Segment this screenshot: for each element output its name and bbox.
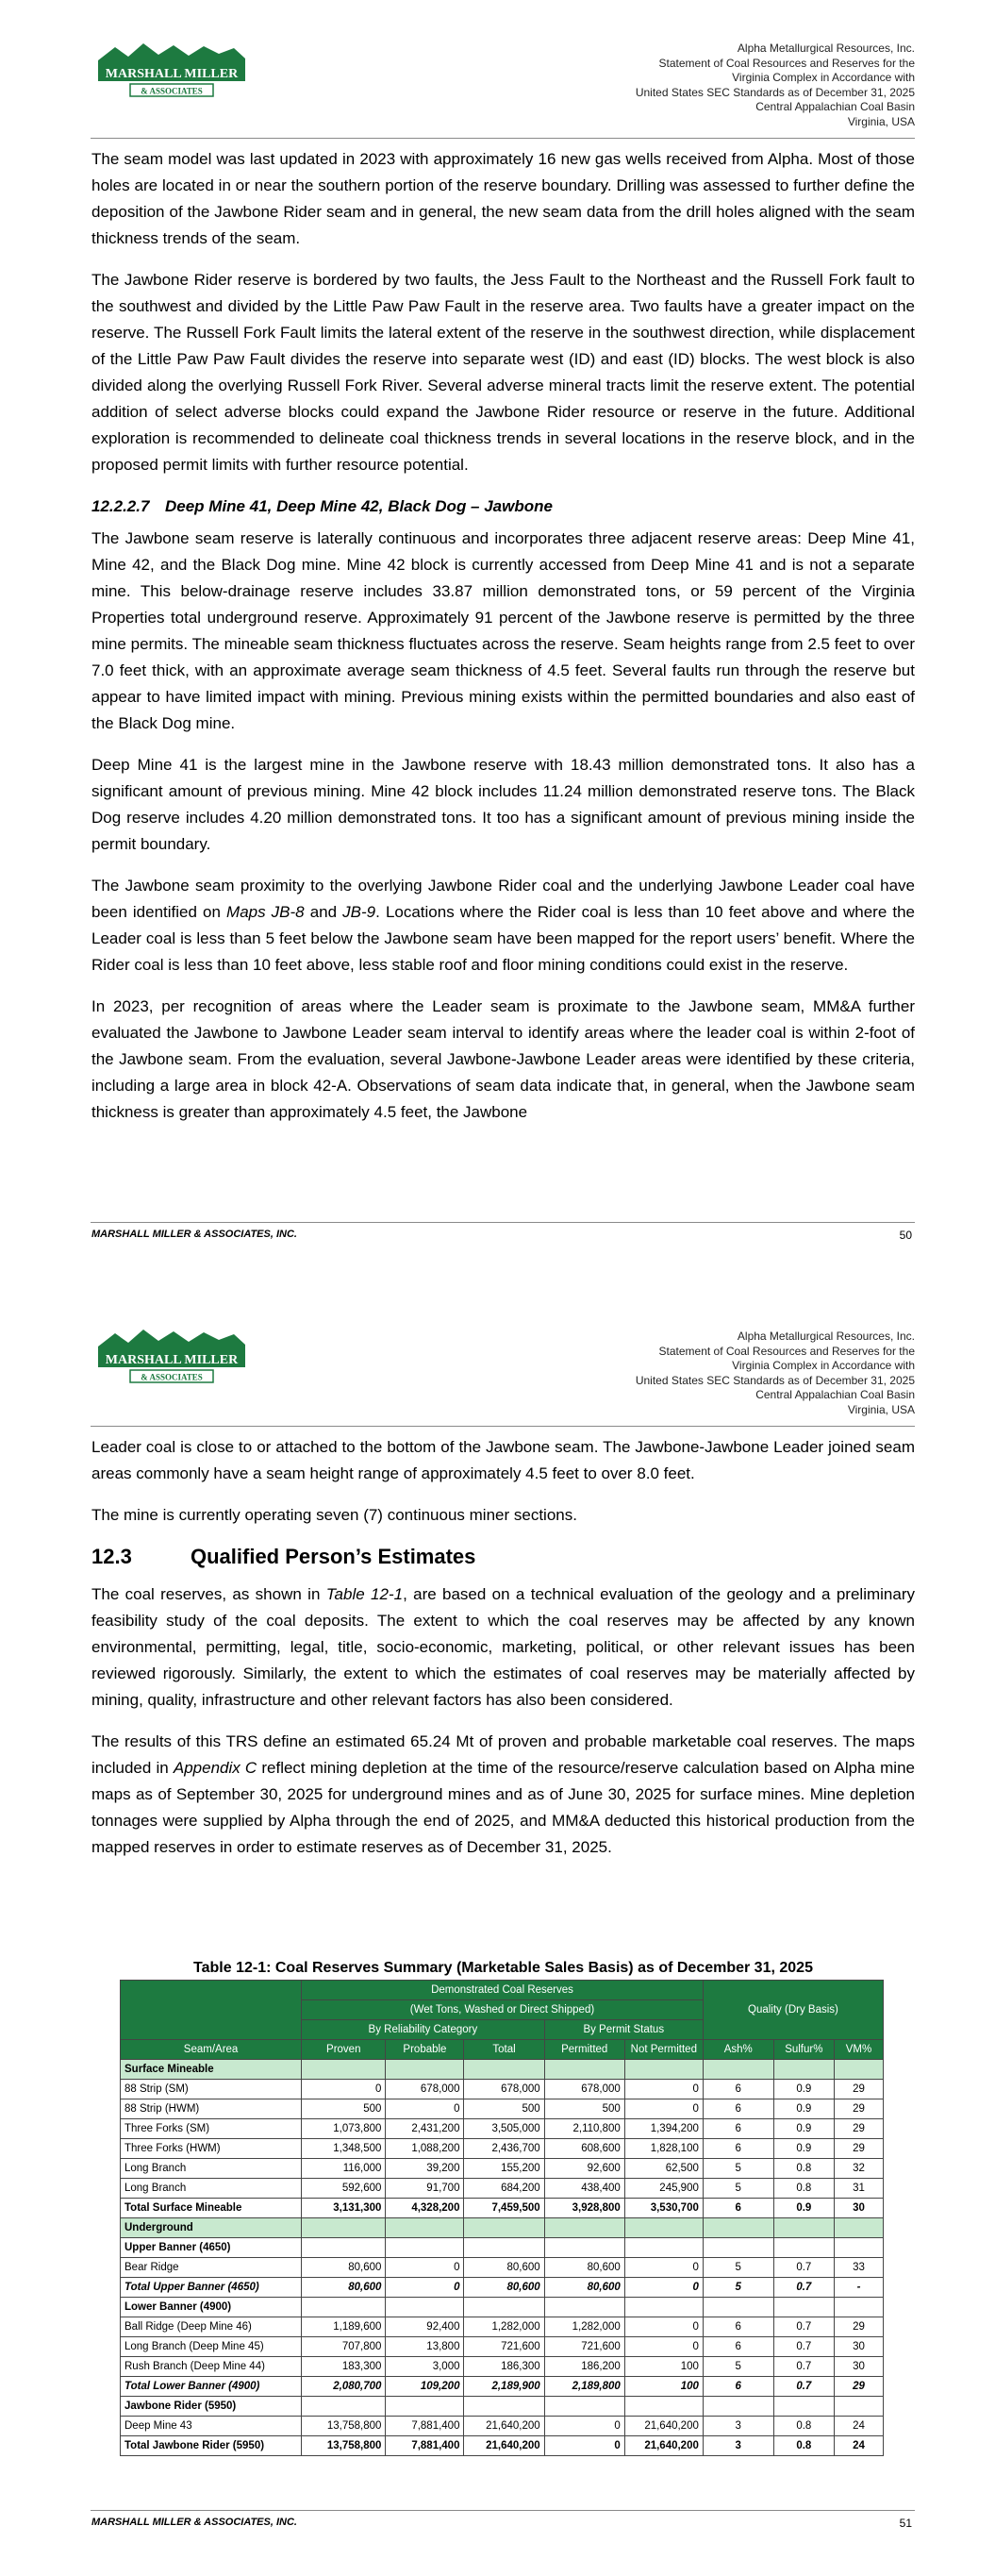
paragraph: [91, 1729, 915, 1861]
table-cell: Total Jawbone Rider (5950): [121, 2436, 302, 2456]
table-cell: [773, 2218, 834, 2238]
table-cell: 29: [835, 2377, 884, 2397]
header-line: Alpha Metallurgical Resources, Inc.: [737, 42, 915, 55]
header-divider: [91, 1426, 915, 1427]
table-header-cell: (Wet Tons, Washed or Direct Shipped): [302, 2000, 704, 2020]
table-cell: 30: [835, 2357, 884, 2377]
text-run: and: [304, 903, 343, 921]
table-cell: 1,189,600: [302, 2317, 386, 2337]
table-cell: Long Branch (Deep Mine 45): [121, 2337, 302, 2357]
table-cell: [773, 2060, 834, 2080]
table-cell: 2,189,900: [464, 2377, 544, 2397]
table-cell: 438,400: [544, 2179, 624, 2199]
table-cell: Ball Ridge (Deep Mine 46): [121, 2317, 302, 2337]
table-cell: 0: [624, 2337, 703, 2357]
table-cell: 6: [703, 2080, 773, 2099]
column-header: Sulfur%: [773, 2040, 834, 2060]
table-cell: 30: [835, 2337, 884, 2357]
table-cell: 7,459,500: [464, 2199, 544, 2218]
table-header-cell: Quality (Dry Basis): [703, 1981, 883, 2040]
table-cell: [302, 2298, 386, 2317]
map-reference: JB-9: [342, 903, 376, 921]
footer-firm: MARSHALL MILLER & ASSOCIATES, INC.: [91, 2517, 297, 2528]
table-row: [121, 2337, 884, 2357]
table-cell: [703, 2060, 773, 2080]
table-cell: 29: [835, 2099, 884, 2119]
subsection-heading: [91, 493, 915, 520]
table-cell: [386, 2218, 464, 2238]
company-logo: [96, 40, 247, 106]
paragraph: The seam model was last updated in 2023 with approximately 16 new gas wells received from Alpha. Most of those holes are located in or near the southern portion of the reserve boundary. Drilling was assessed to further define the deposition of the Jawbone Rider seam and in general, the new seam data from the drill holes aligned with the seam thickness trends of the seam.: [91, 150, 915, 247]
table-cell: [773, 2298, 834, 2317]
page-51: [0, 1288, 995, 2576]
table-cell: Upper Banner (4650): [121, 2238, 302, 2258]
table-cell: 245,900: [624, 2179, 703, 2199]
svg-text:MARSHALL MILLER: MARSHALL MILLER: [105, 67, 239, 81]
table-cell: Long Branch: [121, 2179, 302, 2199]
table-cell: [302, 2218, 386, 2238]
table-cell: 0: [386, 2258, 464, 2278]
table-cell: 0: [624, 2080, 703, 2099]
appendix-reference: Appendix C: [173, 1759, 257, 1777]
table-cell: 80,600: [544, 2278, 624, 2298]
table-cell: 0.7: [773, 2317, 834, 2337]
table-cell: 5: [703, 2357, 773, 2377]
table-cell: 0.8: [773, 2417, 834, 2436]
table-cell: 721,600: [464, 2337, 544, 2357]
table-cell: 6: [703, 2099, 773, 2119]
table-cell: 13,800: [386, 2337, 464, 2357]
table-cell: 0.7: [773, 2337, 834, 2357]
page-number: 51: [899, 2517, 912, 2530]
table-cell: 608,600: [544, 2139, 624, 2159]
table-cell: [302, 2060, 386, 2080]
table-cell: 92,600: [544, 2159, 624, 2179]
table-cell: 32: [835, 2159, 884, 2179]
table-cell: [464, 2298, 544, 2317]
table-cell: 0: [624, 2099, 703, 2119]
page-number: 50: [899, 1229, 912, 1242]
table-cell: Surface Mineable: [121, 2060, 302, 2080]
table-cell: 500: [302, 2099, 386, 2119]
table-row: [121, 2159, 884, 2179]
table-cell: 13,758,800: [302, 2417, 386, 2436]
table-cell: [464, 2218, 544, 2238]
column-header: Probable: [386, 2040, 464, 2060]
table-cell: 678,000: [386, 2080, 464, 2099]
table-cell: [773, 2238, 834, 2258]
table-cell: 100: [624, 2357, 703, 2377]
footer-divider: [91, 1222, 915, 1223]
table-cell: [544, 2238, 624, 2258]
text-run: . Locations where the Rider coal is less than 10 feet above and where the Leader coal is less than 5 feet below the Jawbone seam have been mapped for the report users’ benefit. Where the Rider coal is less than 10 feet above, less stable roof and floor mining conditions could exist in the reserve.: [91, 903, 916, 974]
table-cell: [835, 2060, 884, 2080]
table-cell: 707,800: [302, 2337, 386, 2357]
table-cell: 29: [835, 2080, 884, 2099]
table-cell: 80,600: [302, 2258, 386, 2278]
table-cell: 3: [703, 2436, 773, 2456]
table-cell: [464, 2238, 544, 2258]
table-header-cell: By Reliability Category: [302, 2020, 545, 2040]
table-row: [121, 2238, 884, 2258]
table-cell: 0.8: [773, 2159, 834, 2179]
page-body: [91, 1434, 915, 1876]
table-cell: 3,000: [386, 2357, 464, 2377]
table-cell: [624, 2298, 703, 2317]
table-header-cell: By Permit Status: [544, 2020, 703, 2040]
table-cell: 31: [835, 2179, 884, 2199]
table-cell: 6: [703, 2377, 773, 2397]
table-cell: [386, 2298, 464, 2317]
paragraph: [91, 873, 915, 979]
table-cell: 1,073,800: [302, 2119, 386, 2139]
table-cell: [544, 2060, 624, 2080]
section-number: 12.3: [91, 1545, 132, 1568]
table-cell: 0: [624, 2317, 703, 2337]
table-cell: 592,600: [302, 2179, 386, 2199]
table-cell: Three Forks (HWM): [121, 2139, 302, 2159]
table-row: [121, 2060, 884, 2080]
table-cell: 684,200: [464, 2179, 544, 2199]
svg-text:& ASSOCIATES: & ASSOCIATES: [141, 86, 203, 96]
table-cell: [544, 2298, 624, 2317]
footer-firm: MARSHALL MILLER & ASSOCIATES, INC.: [91, 1229, 297, 1240]
table-cell: 0.9: [773, 2080, 834, 2099]
table-cell: [835, 2238, 884, 2258]
table-body: [121, 2060, 884, 2456]
table-cell: 1,282,000: [464, 2317, 544, 2337]
column-header: Seam/Area: [121, 2040, 302, 2060]
table-cell: Underground: [121, 2218, 302, 2238]
paragraph: The Jawbone Rider reserve is bordered by two faults, the Jess Fault to the Northeast and the Russell Fork fault to the southwest and divided by the Little Paw Paw Fault in the reserve area. Two faults have a greater impact on the reserve. The Russell Fork Fault limits the lateral extent of the reserve in the southwest direction, while displacement of the Little Paw Paw Fault divides the reserve into separate west (ID) and east (ID) blocks. The west block is also divided along the overlying Russell Fork River. Several adverse mineral tracts limit the reserve extent. The potential addition of select adverse blocks could expand the Jawbone Rider resource or reserve in the future. Additional exploration is recommended to delineate coal thickness trends in several locations in the reserve block, and in the proposed permit limits with further resource potential.: [91, 271, 915, 474]
table-cell: 80,600: [464, 2258, 544, 2278]
table-row: [121, 2298, 884, 2317]
table-cell: 80,600: [544, 2258, 624, 2278]
table-cell: 3,928,800: [544, 2199, 624, 2218]
table-cell: 0.7: [773, 2377, 834, 2397]
table-row: [121, 2139, 884, 2159]
header-line: United States SEC Standards as of December 31, 2025: [635, 85, 915, 99]
table-cell: 0.8: [773, 2436, 834, 2456]
table-cell: 0: [544, 2417, 624, 2436]
table-cell: 3,131,300: [302, 2199, 386, 2218]
text-run: The coal reserves, as shown in: [91, 1585, 326, 1603]
table-cell: [624, 2397, 703, 2417]
paragraph: The Jawbone seam reserve is laterally continuous and incorporates three adjacent reserve areas: Deep Mine 41, Mine 42, and the Black Dog mine. Mine 42 block is currently accessed from Deep Mine 41 and is not a separate mine. This below-drainage reserve includes 33.87 million demonstrated tons, or 59 percent of the Virginia Properties total underground reserve. Approximately 91 percent of the Jawbone reserve is permitted by the three mine permits. The mineable seam thickness fluctuates across the reserve. Seam heights range from 2.5 feet to over 7.0 feet thick, with an approximate average seam thickness of 4.5 feet. Several faults run through the reserve but appear to have limited impact with mining. Previous mining exists within the permitted boundaries and also east of the Black Dog mine.: [91, 529, 915, 732]
table-cell: [386, 2238, 464, 2258]
table-cell: Bear Ridge: [121, 2258, 302, 2278]
table-cell: 3,530,700: [624, 2199, 703, 2218]
table-cell: [624, 2060, 703, 2080]
table-cell: [544, 2397, 624, 2417]
paragraph: In 2023, per recognition of areas where the Leader seam is proximate to the Jawbone seam, MM&A further evaluated the Jawbone to Jawbone Leader seam interval to identify areas where the leader coal is within 2-foot of the Jawbone seam. From the evaluation, several Jawbone-Jawbone Leader areas were identified by these criteria, including a large area in block 42-A. Observations of seam data indicate that, in general, when the Jawbone seam thickness is greater than approximately 4.5 feet, the Jawbone: [91, 997, 915, 1121]
table-cell: Rush Branch (Deep Mine 44): [121, 2357, 302, 2377]
column-header: Permitted: [544, 2040, 624, 2060]
table-cell: 0.9: [773, 2119, 834, 2139]
table-row: [121, 2099, 884, 2119]
table-cell: [703, 2397, 773, 2417]
table-cell: 678,000: [464, 2080, 544, 2099]
header-line: Virginia, USA: [847, 114, 915, 128]
table-cell: 92,400: [386, 2317, 464, 2337]
text-run: The results of this TRS define an estimated 65.24 Mt of proven and probable marketable coal reserves. The maps included in: [91, 1732, 915, 1777]
subsection-number: 12.2.2.7: [91, 497, 150, 515]
company-logo: [96, 1326, 247, 1392]
table-row: [121, 2357, 884, 2377]
table-reference: Table 12-1: [325, 1585, 404, 1603]
table-cell: 21,640,200: [624, 2436, 703, 2456]
table-cell: 1,088,200: [386, 2139, 464, 2159]
paragraph: [91, 1581, 915, 1714]
table-header-cell: Demonstrated Coal Reserves: [302, 1981, 704, 2000]
table-row: [121, 2417, 884, 2436]
table-row: [121, 2179, 884, 2199]
table-cell: 0: [624, 2278, 703, 2298]
table-cell: 186,200: [544, 2357, 624, 2377]
table-cell: 1,348,500: [302, 2139, 386, 2159]
table-cell: 183,300: [302, 2357, 386, 2377]
table-cell: [544, 2218, 624, 2238]
map-reference: Maps JB-8: [226, 903, 305, 921]
table-cell: 5: [703, 2278, 773, 2298]
table-row: [121, 2317, 884, 2337]
table-cell: 24: [835, 2417, 884, 2436]
table-cell: 116,000: [302, 2159, 386, 2179]
table-cell: 21,640,200: [624, 2417, 703, 2436]
table-cell: Total Upper Banner (4650): [121, 2278, 302, 2298]
table-cell: 2,431,200: [386, 2119, 464, 2139]
table-header-cell: [121, 1981, 302, 2040]
page-body: [91, 146, 915, 1141]
table-cell: 5: [703, 2179, 773, 2199]
header-line: Central Appalachian Coal Basin: [755, 1388, 915, 1401]
svg-text:& ASSOCIATES: & ASSOCIATES: [141, 1372, 203, 1382]
paragraph: Deep Mine 41 is the largest mine in the Jawbone reserve with 18.43 million demonstrated tons. It also has a significant amount of previous mining. Mine 42 block includes 11.24 million demonstrated reserve tons. The Black Dog reserve includes 4.20 million demonstrated tons. It too has a significant amount of previous mining inside the permit boundary.: [91, 756, 915, 853]
header-line: United States SEC Standards as of December 31, 2025: [635, 1373, 915, 1387]
table-row: [121, 2436, 884, 2456]
table-cell: 0.7: [773, 2258, 834, 2278]
table-cell: 0.9: [773, 2099, 834, 2119]
table-cell: [624, 2238, 703, 2258]
table-cell: [386, 2060, 464, 2080]
table-cell: 39,200: [386, 2159, 464, 2179]
column-header: Total: [464, 2040, 544, 2060]
table-cell: 3,505,000: [464, 2119, 544, 2139]
table-cell: 4,328,200: [386, 2199, 464, 2218]
text-run: The Jawbone seam proximity to the overlying Jawbone Rider coal and the underlying Jawbone Leader coal have been identified on: [91, 877, 915, 921]
table-cell: [464, 2060, 544, 2080]
table-cell: 0: [386, 2278, 464, 2298]
table-cell: 62,500: [624, 2159, 703, 2179]
table-cell: Long Branch: [121, 2159, 302, 2179]
table-row: [121, 2080, 884, 2099]
footer-divider: [91, 2510, 915, 2511]
table-cell: 33: [835, 2258, 884, 2278]
table-cell: 6: [703, 2119, 773, 2139]
table-cell: 5: [703, 2159, 773, 2179]
table-cell: [835, 2298, 884, 2317]
table-cell: Lower Banner (4900): [121, 2298, 302, 2317]
table-cell: [835, 2218, 884, 2238]
header-line: Virginia Complex in Accordance with: [732, 71, 915, 84]
table-cell: 88 Strip (HWM): [121, 2099, 302, 2119]
table-cell: 1,394,200: [624, 2119, 703, 2139]
paragraph: Leader coal is close to or attached to the bottom of the Jawbone seam. The Jawbone-Jawbone Leader joined seam areas commonly have a seam height range of approximately 4.5 feet to over 8.0 feet.: [91, 1438, 915, 1482]
table-cell: 80,600: [464, 2278, 544, 2298]
header-line: Virginia, USA: [847, 1402, 915, 1416]
table-cell: 500: [464, 2099, 544, 2119]
subsection-title: Deep Mine 41, Deep Mine 42, Black Dog – Jawbone: [165, 497, 553, 515]
table-cell: 0.7: [773, 2278, 834, 2298]
table-cell: -: [835, 2278, 884, 2298]
table-cell: 7,881,400: [386, 2436, 464, 2456]
table-cell: 29: [835, 2119, 884, 2139]
report-header: [636, 1330, 915, 1417]
table-cell: [835, 2397, 884, 2417]
table-cell: Deep Mine 43: [121, 2417, 302, 2436]
table-cell: 0.8: [773, 2179, 834, 2199]
table-cell: 6: [703, 2199, 773, 2218]
table-cell: 0.7: [773, 2357, 834, 2377]
table-cell: 0: [624, 2258, 703, 2278]
table-cell: 109,200: [386, 2377, 464, 2397]
table-cell: 29: [835, 2139, 884, 2159]
table-row: [121, 2199, 884, 2218]
table-cell: 721,600: [544, 2337, 624, 2357]
table-cell: 80,600: [302, 2278, 386, 2298]
table-cell: 2,189,800: [544, 2377, 624, 2397]
table-cell: 100: [624, 2377, 703, 2397]
table-cell: [464, 2397, 544, 2417]
table-cell: 678,000: [544, 2080, 624, 2099]
table-cell: Three Forks (SM): [121, 2119, 302, 2139]
table-cell: [703, 2218, 773, 2238]
column-header: Ash%: [703, 2040, 773, 2060]
table-cell: 29: [835, 2317, 884, 2337]
paragraph: The mine is currently operating seven (7) continuous miner sections.: [91, 1506, 577, 1524]
column-header: Not Permitted: [624, 2040, 703, 2060]
table-cell: 6: [703, 2317, 773, 2337]
table-cell: 13,758,800: [302, 2436, 386, 2456]
table-row: [121, 2218, 884, 2238]
table-cell: 2,436,700: [464, 2139, 544, 2159]
table-cell: 21,640,200: [464, 2436, 544, 2456]
table-cell: 1,282,000: [544, 2317, 624, 2337]
table-cell: 0: [386, 2099, 464, 2119]
table-cell: [703, 2238, 773, 2258]
table-cell: [624, 2218, 703, 2238]
svg-text:MARSHALL MILLER: MARSHALL MILLER: [105, 1353, 239, 1367]
table-cell: 1,828,100: [624, 2139, 703, 2159]
column-header: Proven: [302, 2040, 386, 2060]
header-line: Alpha Metallurgical Resources, Inc.: [737, 1330, 915, 1343]
table-row: [121, 2397, 884, 2417]
table-cell: 500: [544, 2099, 624, 2119]
table-cell: Total Surface Mineable: [121, 2199, 302, 2218]
table-title: Table 12-1: Coal Reserves Summary (Marketable Sales Basis) as of December 31, 2025: [193, 1960, 813, 1976]
table-cell: Jawbone Rider (5950): [121, 2397, 302, 2417]
table-row: [121, 2119, 884, 2139]
table-cell: Total Lower Banner (4900): [121, 2377, 302, 2397]
table-cell: 6: [703, 2139, 773, 2159]
section-title: Qualified Person’s Estimates: [191, 1545, 476, 1568]
section-heading: [91, 1544, 915, 1570]
table-cell: 21,640,200: [464, 2417, 544, 2436]
text-run: , are based on a technical evaluation of the geology and a preliminary feasibility study of the coal deposits. The extent to which the coal reserves may be affected by any known environmental, permitting, legal, title, socio-economic, marketing, political, or other relevant issues has been reviewed rigorously. Similarly, the extent to which the estimates of coal reserves may be materially affected by mining, quality, infrastructure and other relevant factors has also been considered.: [91, 1585, 915, 1709]
table-cell: 0.9: [773, 2199, 834, 2218]
table-cell: 5: [703, 2258, 773, 2278]
table-cell: 7,881,400: [386, 2417, 464, 2436]
table-cell: 91,700: [386, 2179, 464, 2199]
column-header: VM%: [835, 2040, 884, 2060]
header-line: Statement of Coal Resources and Reserves for the: [658, 1344, 915, 1358]
table-cell: 155,200: [464, 2159, 544, 2179]
table-cell: 30: [835, 2199, 884, 2218]
table-cell: [773, 2397, 834, 2417]
text-run: reflect mining depletion at the time of the resource/reserve calculation based on Alpha mine maps as of September 30, 2025 for underground mines and as of June 30, 2025 for surface mines. Mine depletion tonnages were supplied by Alpha through the end of 2025, and MM&A deducted this historical production from the mapped reserves in order to estimate reserves as of December 31, 2025.: [91, 1759, 915, 1856]
table-row: [121, 2377, 884, 2397]
table-cell: 2,110,800: [544, 2119, 624, 2139]
table-row: [121, 2278, 884, 2298]
table-cell: 0.9: [773, 2139, 834, 2159]
table-cell: 186,300: [464, 2357, 544, 2377]
table-cell: [386, 2397, 464, 2417]
table-cell: [302, 2397, 386, 2417]
header-line: Statement of Coal Resources and Reserves for the: [658, 56, 915, 70]
table-cell: 2,080,700: [302, 2377, 386, 2397]
table-cell: 0: [302, 2080, 386, 2099]
report-header: [636, 42, 915, 129]
table-cell: 0: [544, 2436, 624, 2456]
reserves-table: [120, 1980, 884, 2456]
table-row: [121, 2258, 884, 2278]
header-line: Virginia Complex in Accordance with: [732, 1359, 915, 1372]
header-divider: [91, 138, 915, 139]
table-cell: [703, 2298, 773, 2317]
header-line: Central Appalachian Coal Basin: [755, 100, 915, 113]
table-cell: 24: [835, 2436, 884, 2456]
table-cell: 3: [703, 2417, 773, 2436]
table-cell: 6: [703, 2337, 773, 2357]
table-cell: 88 Strip (SM): [121, 2080, 302, 2099]
table-cell: [302, 2238, 386, 2258]
